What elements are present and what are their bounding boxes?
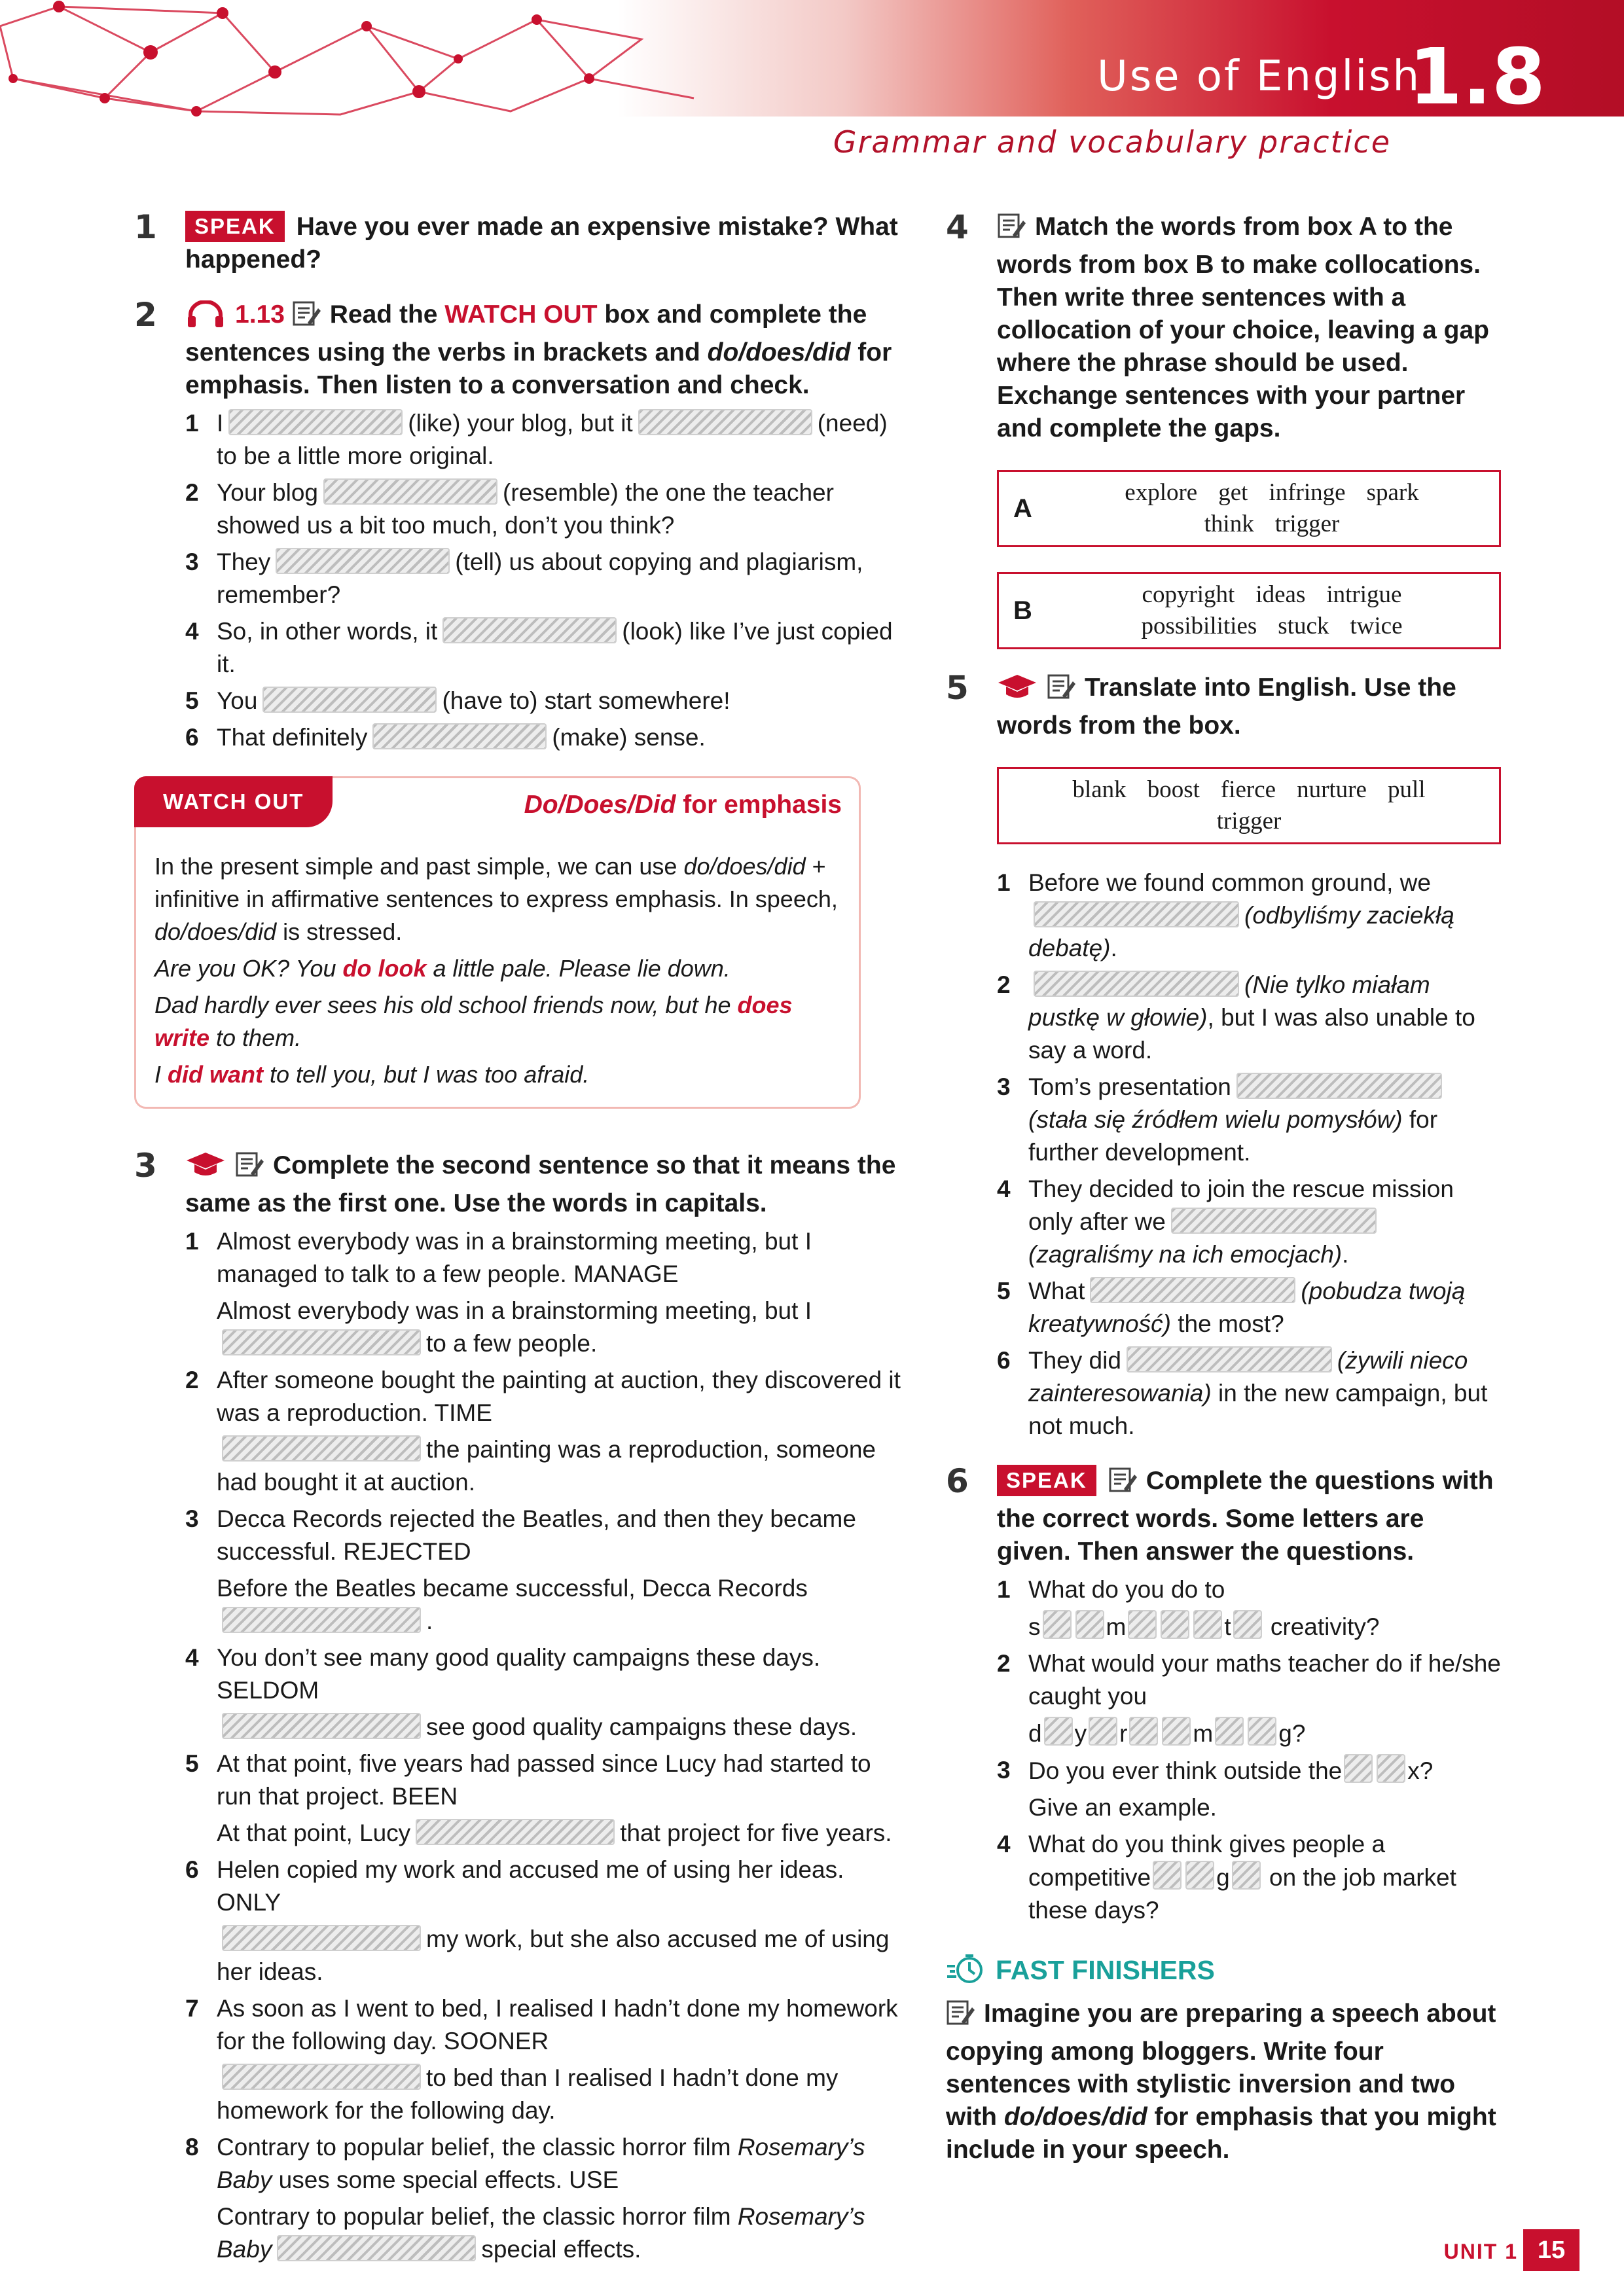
letter-gap[interactable]: [1233, 1610, 1262, 1639]
watch-out-box: [134, 776, 861, 1109]
headphones-icon[interactable]: [185, 300, 226, 336]
pencil-note-icon: [292, 299, 321, 336]
audio-track-number[interactable]: 1.13: [235, 300, 285, 329]
letter-gap[interactable]: [1185, 1861, 1214, 1890]
exercise-2: [134, 298, 907, 754]
instruction-part: Read the: [329, 300, 445, 329]
list-item: 4 They decided to join the rescue mission only after we(zagraliśmy na ich emocjach).: [997, 1175, 1454, 1268]
exercise-number: 2: [134, 296, 157, 334]
instruction-part: box and complete the sentences using the verbs in brackets and: [185, 300, 867, 367]
pencil-note-icon: [997, 211, 1026, 249]
answer-gap[interactable]: [222, 1925, 421, 1951]
exercise-number: 5: [946, 669, 969, 707]
section-number: 1.8: [1408, 31, 1545, 122]
answer-gap[interactable]: [222, 2064, 421, 2090]
list-item: 4 What do you think gives people a competitive g on the job market these days?: [997, 1831, 1456, 1924]
list-item: 4 So, in other words, it (look) like I’ve just copied it.: [185, 618, 893, 677]
instruction-part: for emphasis. Then listen to a conversation and check.: [185, 338, 892, 399]
box-word: spark: [1366, 479, 1419, 506]
answer-gap[interactable]: [1171, 1208, 1377, 1234]
word-box-a: [997, 470, 1501, 547]
exercise-instruction: Translate into English. Use the words from the box.: [997, 673, 1456, 740]
pencil-note-icon: [946, 1998, 975, 2036]
example-sentence: I did want to tell you, but I was too afraid.: [154, 1061, 590, 1088]
letter-gap[interactable]: [1344, 1754, 1373, 1783]
list-item: 1 Almost everybody was in a brainstorming meeting, but I managed to talk to a few people. MANAGE Almost everybody was in a brainstorming meeting, but Ito a few people.: [185, 1228, 812, 1357]
letter-gap[interactable]: [1193, 1610, 1222, 1639]
answer-gap[interactable]: [638, 409, 812, 435]
box-word: get: [1218, 479, 1248, 506]
box-word: intrigue: [1326, 581, 1402, 608]
answer-gap[interactable]: [1090, 1277, 1295, 1303]
word-box-label: A: [1013, 494, 1032, 523]
letter-gap[interactable]: [1129, 1717, 1158, 1746]
exercise-instruction: Complete the second sentence so that it means the same as the first one. Use the words in capitals.: [185, 1151, 896, 1217]
answer-gap[interactable]: [372, 723, 547, 749]
right-column: [946, 208, 1502, 2166]
stopwatch-icon: [946, 1953, 986, 1991]
list-item: 3 Tom’s presentation(stała się źródłem wielu pomysłów) for further development.: [997, 1071, 1502, 1169]
watch-out-title: Do/Does/Did for emphasis: [524, 791, 842, 819]
list-item: 1 What do you do to s m t creativity?: [997, 1576, 1380, 1640]
letter-gap[interactable]: [1128, 1610, 1157, 1639]
left-column: [134, 208, 907, 2288]
exercise-6: [946, 1462, 1502, 1927]
list-item: 1 Before we found common ground, we(odbyliśmy zaciekłą debatę).: [997, 869, 1454, 961]
list-item: 6 They did (żywili nieco zainteresowania) in the new campaign, but not much.: [997, 1347, 1488, 1439]
section-title: Use of English: [1096, 52, 1421, 101]
box-word: twice: [1350, 613, 1403, 639]
answer-gap[interactable]: [416, 1819, 615, 1845]
exercise-instruction: Complete the questions with the correct words. Some letters are given. Then answer the questions.: [997, 1467, 1494, 1566]
letter-gap[interactable]: [1215, 1717, 1244, 1746]
answer-gap[interactable]: [1127, 1346, 1332, 1372]
box-word: infringe: [1269, 479, 1346, 506]
box-word: fierce: [1220, 776, 1276, 803]
list-item: 3 They (tell) us about copying and plagiarism, remember?: [185, 548, 863, 608]
answer-gap[interactable]: [323, 478, 497, 505]
answer-gap[interactable]: [1236, 1073, 1442, 1099]
answer-gap[interactable]: [222, 1329, 421, 1355]
exercise-4: [946, 208, 1502, 649]
letter-gap[interactable]: [1248, 1717, 1276, 1746]
box-word: nurture: [1297, 776, 1367, 803]
answer-gap[interactable]: [442, 617, 617, 643]
watch-out-rule: In the present simple and past simple, we can use do/does/did + infinitive in affirmative sentences to express emphasis. In speech, do/does/did is stressed.: [154, 853, 838, 945]
graduation-cap-icon: [997, 673, 1038, 709]
list-item: 5 At that point, five years had passed since Lucy had started to run that project. BEEN At that point, Lucy that project for five years.: [185, 1750, 892, 1846]
answer-gap[interactable]: [222, 1435, 421, 1462]
list-item: 2 After someone bought the painting at auction, they discovered it was a reproduction. TIME the painting was a reproduction, someone had bought it at auction.: [185, 1367, 901, 1496]
word-box-b: [997, 572, 1501, 649]
answer-gap[interactable]: [276, 548, 450, 574]
letter-gap[interactable]: [1162, 1717, 1191, 1746]
watch-out-reference: WATCH OUT: [444, 300, 598, 329]
answer-gap[interactable]: [228, 409, 403, 435]
list-item: 8 Contrary to popular belief, the classic horror film Rosemary’s Baby uses some special effects. USE Contrary to popular belief, the classic horror film Rosemary’s Baby special effects.: [185, 2134, 865, 2263]
word-box-label: B: [1013, 596, 1032, 625]
box-word: copyright: [1142, 581, 1235, 608]
exercise-3: [134, 1149, 907, 2266]
box-word: boost: [1147, 776, 1200, 803]
pencil-note-icon: [1108, 1465, 1137, 1503]
exercise-number: 1: [134, 208, 157, 246]
list-item: 6 Helen copied my work and accused me of using her ideas. ONLY my work, but she also accused me of using her ideas.: [185, 1856, 890, 1985]
box-word: blank: [1072, 776, 1127, 803]
list-item: 2 (Nie tylko miałam pustkę w głowie), but I was also unable to say a word.: [997, 971, 1475, 1064]
fast-finishers-title: FAST FINISHERS: [946, 1953, 1502, 1991]
answer-gap[interactable]: [1034, 971, 1239, 997]
exercise-5: [946, 669, 1502, 1443]
list-item: 5 What (pobudza twoją kreatywność) the most?: [997, 1278, 1466, 1337]
watch-out-tab: WATCH OUT: [134, 776, 333, 827]
list-item: 2 What would your maths teacher do if he/she caught you d y r m g?: [997, 1650, 1501, 1747]
fast-finishers: [946, 1953, 1502, 2166]
letter-gap[interactable]: [1232, 1861, 1261, 1890]
letter-gap[interactable]: [1161, 1610, 1189, 1639]
box-word: trigger: [1274, 511, 1340, 537]
exercise-number: 6: [946, 1462, 969, 1500]
letter-gap[interactable]: [1075, 1610, 1104, 1639]
box-word: pull: [1387, 776, 1426, 803]
instruction-italic: do/does/did: [707, 338, 851, 367]
pencil-note-icon: [1047, 672, 1075, 709]
word-box: [997, 767, 1501, 844]
answer-gap[interactable]: [1034, 901, 1239, 927]
exercise-number: 3: [134, 1147, 157, 1185]
box-word: think: [1204, 511, 1254, 537]
answer-gap[interactable]: [222, 1607, 421, 1633]
example-sentence: Dad hardly ever sees his old school friends now, but he does write to them.: [154, 992, 793, 1051]
page-number: 15: [1523, 2229, 1579, 2271]
unit-label: UNIT 1: [1443, 2240, 1518, 2263]
speak-badge: SPEAK: [185, 211, 285, 242]
fast-finishers-task: Imagine you are preparing a speech about copying among bloggers. Write four sentences with stylistic inversion and two with do/does/did for emphasis that you might include in your speech.: [946, 2000, 1496, 2164]
letter-gap[interactable]: [1089, 1717, 1117, 1746]
box-word: stuck: [1278, 613, 1329, 639]
list-item: 2 Your blog (resemble) the one the teacher showed us a bit too much, don’t you think?: [185, 479, 834, 539]
box-word: trigger: [1216, 808, 1282, 834]
exercise-instruction: Have you ever made an expensive mistake? What happened?: [185, 213, 898, 274]
list-item: 5 You (have to) start somewhere!: [185, 687, 731, 714]
box-word: possibilities: [1141, 613, 1257, 639]
network-pattern-icon: [0, 0, 785, 117]
graduation-cap-icon: [185, 1151, 226, 1187]
answer-gap[interactable]: [262, 687, 437, 713]
letter-gap[interactable]: [1043, 1610, 1072, 1639]
answer-gap[interactable]: [222, 1713, 421, 1739]
list-item: 3 Do you ever think outside the x? Give an example.: [997, 1754, 1502, 1824]
list-item: 1 I (like) your blog, but it (need) to be a little more original.: [185, 410, 888, 469]
exercise-number: 4: [946, 208, 969, 246]
speak-badge: SPEAK: [997, 1465, 1096, 1496]
list-item: 3 Decca Records rejected the Beatles, and then they became successful. REJECTED Before the Beatles became successful, Decca Records .: [185, 1505, 856, 1634]
list-item: 7 As soon as I went to bed, I realised I hadn’t done my homework for the following day. SOONER to bed than I realised I hadn’t done my homework for the following day.: [185, 1995, 898, 2124]
exercise-instruction: Match the words from box A to the words from box B to make collocations. Then write three sentences with a collocation of your choice, leaving a gap where the phrase should be used. Exchange sentences with your partner and complete the gaps.: [997, 213, 1489, 442]
section-subtitle: Grammar and vocabulary practice: [833, 124, 1391, 160]
example-sentence: Are you OK? You do look a little pale. Please lie down.: [154, 955, 731, 982]
box-word: explore: [1125, 479, 1198, 506]
pencil-note-icon: [235, 1150, 264, 1187]
list-item: 4 You don’t see many good quality campaigns these days. SELDOM see good quality campaigns these days.: [185, 1644, 857, 1740]
answer-gap[interactable]: [277, 2235, 476, 2261]
letter-gap[interactable]: [1153, 1861, 1182, 1890]
letter-gap[interactable]: [1377, 1754, 1405, 1783]
list-item: 6 That definitely (make) sense.: [185, 724, 706, 751]
exercise-1: [134, 208, 907, 276]
letter-gap[interactable]: [1044, 1717, 1073, 1746]
box-word: ideas: [1255, 581, 1306, 608]
